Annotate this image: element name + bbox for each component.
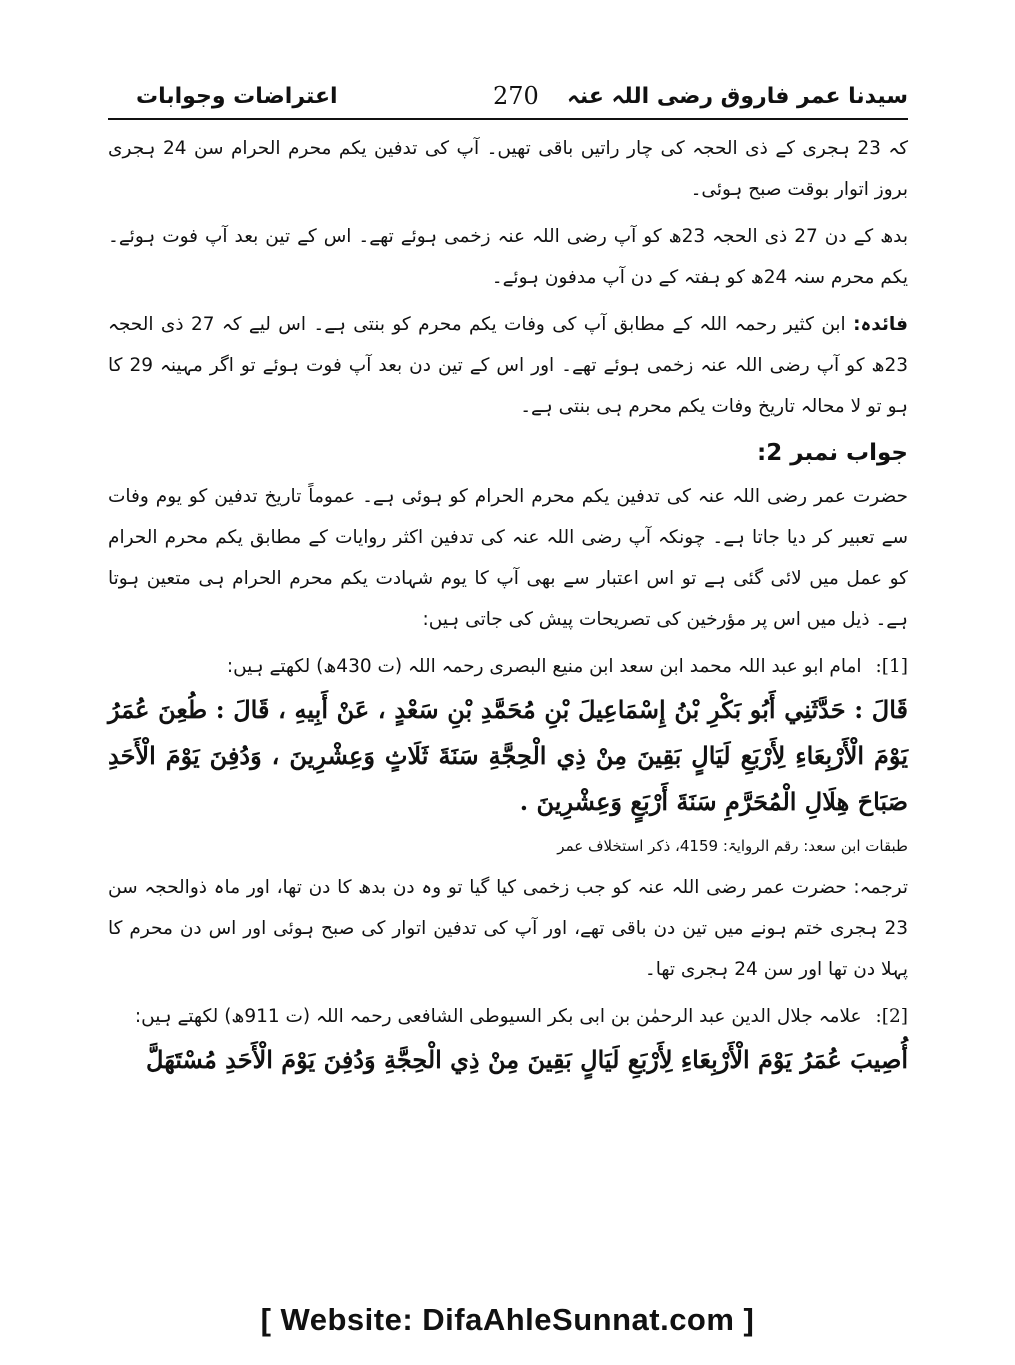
- translation-paragraph: [108, 867, 908, 990]
- book-title: سیدنا عمر فاروق رضی اللہ عنہ: [566, 84, 908, 109]
- website-footer: [ Website: DifaAhleSunnat.com ]: [260, 1302, 755, 1337]
- translation-text: حضرت عمر رضی اللہ عنہ کو جب زخمی کیا گیا تو وہ دن بدھ کا دن تھا، اور ماہ ذوالحجہ سن 23 ہجری ختم ہونے میں تین دن باقی تھے، اور آپ کی تدفین اتوار کی صبح ہوئی اور اس دن محرم کا پہلا دن تھا اور سن 24 ہجری تھا۔: [108, 877, 908, 980]
- paragraph-3: حضرت عمر رضی اللہ عنہ کی تدفین یکم محرم الحرام کو ہوئی ہے۔ عموماً تاریخ تدفین کو یوم وفات سے تعبیر کر دیا جاتا ہے۔ چونکہ آپ رضی اللہ عنہ کی تدفین اکثر روایات کے مطابق یکم محرم الحرام کو عمل میں لائی گئی ہے تو اس اعتبار سے بھی آپ کا یوم شہادت یکم محرم الحرام ہی متعین ہوتا ہے۔ ذیل میں اس پر مؤرخین کی تصریحات پیش کی جاتی ہیں:: [108, 486, 908, 630]
- faida-label: فائدہ:: [853, 314, 908, 335]
- reference-2-text: علامہ جلال الدین عبد الرحمٰن بن ابی بکر السیوطی الشافعی رحمہ اللہ (ت 911ھ) لکھتے ہیں:: [134, 1006, 862, 1027]
- reference-2-number: [2]:: [875, 1006, 908, 1027]
- faida-text: ابن کثیر رحمہ اللہ کے مطابق آپ کی وفات یکم محرم کو بنتی ہے۔ اس لیے کہ 27 ذی الحجہ 23ھ کو آپ رضی اللہ عنہ زخمی ہوئے تھے۔ اور اس کے تین دن بعد آپ فوت ہوئے تو اگر مہینہ 29 کا ہو تو لا محالہ تاریخ وفات یکم محرم ہی بنتی ہے۔: [108, 314, 909, 417]
- reference-1-source: طبقات ابن سعد: رقم الروایۃ: 4159، ذکر استخلاف عمر: [557, 837, 908, 855]
- page-number: 270: [493, 82, 539, 110]
- section-title: اعتراضات وجوابات: [136, 84, 338, 109]
- reference-1-number: [1]:: [875, 656, 908, 677]
- page-header: [108, 78, 908, 120]
- reference-2-intro: [108, 996, 908, 1037]
- translation-label: ترجمہ:: [853, 877, 908, 898]
- paragraph-1: کہ 23 ہجری کے ذی الحجہ کی چار راتیں باقی تھیں۔ آپ کی تدفین یکم محرم الحرام سن 24 ہجری بروز اتوار بوقت صبح ہوئی۔: [108, 138, 909, 200]
- page-body: [108, 128, 908, 1089]
- faida-paragraph: [108, 304, 908, 427]
- reference-2-arabic: أُصِيبَ عُمَرُ يَوْمَ الْأَرْبِعَاءِ لِأَرْبَعِ لَيَالٍ بَقِينَ مِنْ ذِي الْحِجَّةِ وَدُفِنَ يَوْمَ الْأَحَدِ مُسْتَهَلَّ: [146, 1045, 908, 1074]
- paragraph-2: بدھ کے دن 27 ذی الحجہ 23ھ کو آپ رضی اللہ عنہ زخمی ہوئے تھے۔ اس کے تین بعد آپ فوت ہوئے۔ یکم محرم سنہ 24ھ کو ہفتہ کے دن آپ مدفون ہوئے۔: [108, 226, 908, 288]
- answer-heading: جواب نمبر 2:: [757, 440, 908, 466]
- reference-1-text: امام ابو عبد اللہ محمد ابن سعد ابن منیع البصری رحمہ اللہ (ت 430ھ) لکھتے ہیں:: [226, 656, 862, 677]
- reference-1-intro: [108, 646, 908, 687]
- reference-1-arabic: قَالَ : حَدَّثَنِي أَبُو بَكْرِ بْنُ إِسْمَاعِيلَ بْنِ مُحَمَّدِ بْنِ سَعْدٍ ، عَنْ أَبِيهِ ، قَالَ : طُعِنَ عُمَرُ يَوْمَ الْأَرْبِعَاءِ لِأَرْبَعِ لَيَالٍ بَقِينَ مِنْ ذِي الْحِجَّةِ سَنَةَ ثَلَاثٍ وَعِشْرِينَ ، وَدُفِنَ يَوْمَ الْأَحَدِ صَبَاحَ هِلَالِ الْمُحَرَّمِ سَنَةَ أَرْبَعٍ وَعِشْرِينَ .: [108, 695, 908, 816]
